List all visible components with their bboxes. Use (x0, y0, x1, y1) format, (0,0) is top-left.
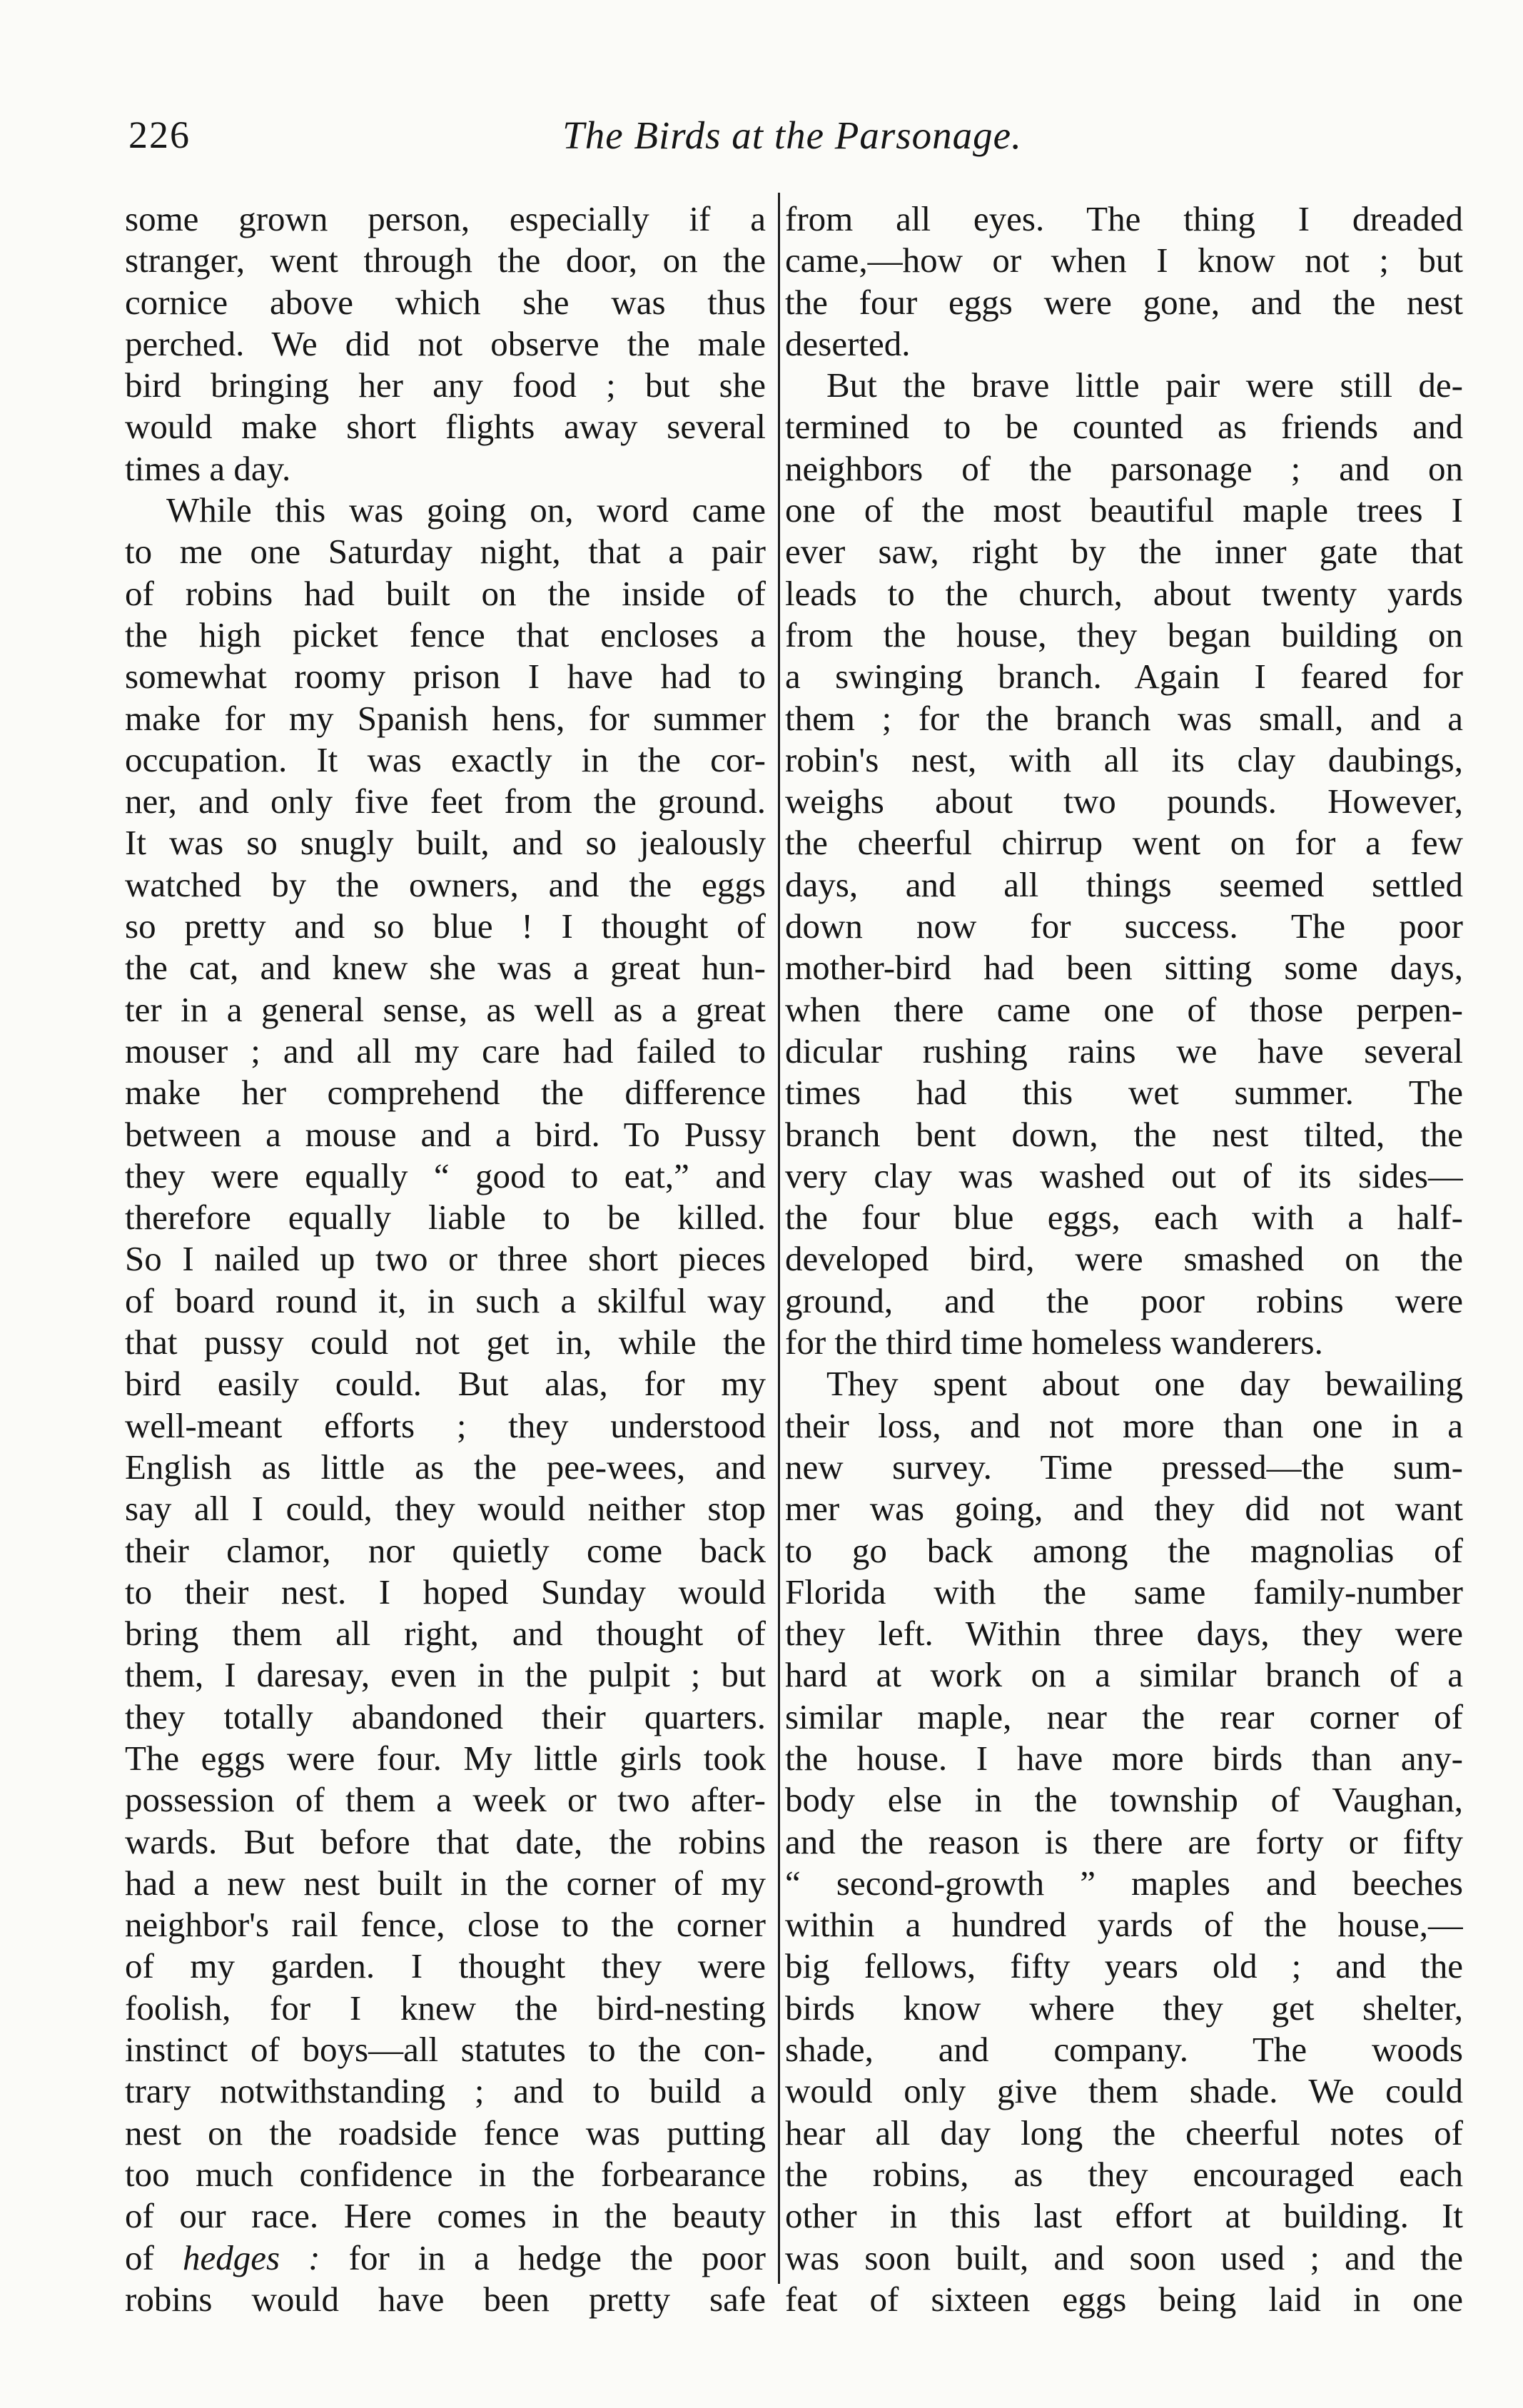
text-line: make her comprehend the difference (125, 1073, 766, 1113)
text-fragment: of (125, 2237, 183, 2277)
text-line: ever saw, right by the inner gate that (785, 532, 1463, 572)
text-line: for the third time homeless wanderers. (785, 1322, 1323, 1362)
text-line: the cat, and knew she was a great hun- (125, 948, 766, 988)
text-line: deserted. (785, 323, 911, 363)
text-line: them, I daresay, even in the pulpit ; but (125, 1655, 766, 1695)
text-line: neighbors of the parsonage ; and on (785, 448, 1463, 488)
text-line: body else in the township of Vaughan, (785, 1780, 1463, 1820)
text-line: times had this wet summer. The (785, 1073, 1463, 1113)
text-line: therefore equally liable to be killed. (125, 1198, 766, 1238)
text-line: shade, and company. The woods (785, 2030, 1463, 2070)
text-line: cornice above which she was thus (125, 282, 766, 322)
text-line: and the reason is there are forty or fifty (785, 1821, 1463, 1861)
text-line: between a mouse and a bird. To Pussy (125, 1114, 766, 1154)
text-line: came,—how or when I know not ; but (785, 241, 1463, 280)
text-line: from the house, they began building on (785, 614, 1463, 654)
text-line: the four eggs were gone, and the nest (785, 282, 1463, 322)
text-line: so pretty and so blue ! I thought of (125, 906, 766, 946)
right-text-column (785, 198, 1463, 2320)
text-line: to go back among the magnolias of (785, 1530, 1463, 1570)
text-line: times a day. (125, 448, 291, 488)
text-line: of board round it, in such a skilful way (125, 1280, 766, 1320)
text-line: they left. Within three days, they were (785, 1614, 1463, 1654)
text-line: neighbor's rail fence, close to the corner (125, 1905, 766, 1945)
page-number: 226 (128, 113, 191, 156)
text-line: had a new nest built in the corner of my (125, 1863, 766, 1903)
text-line: hear all day long the cheerful notes of (785, 2113, 1463, 2152)
text-line: weighs about two pounds. However, (785, 781, 1463, 821)
text-line: big fellows, fifty years old ; and the (785, 1946, 1463, 1986)
text-line: dicular rushing rains we have several (785, 1031, 1463, 1071)
text-line: English as little as the pee-wees, and (125, 1447, 766, 1487)
text-line: bird easily could. But alas, for my (125, 1364, 766, 1404)
text-line: mer was going, and they did not want (785, 1489, 1463, 1529)
text-line: branch bent down, the nest tilted, the (785, 1114, 1463, 1154)
text-line: that pussy could not get in, while the (125, 1322, 766, 1362)
text-line: from all eyes. The thing I dreaded (785, 199, 1463, 238)
text-line: other in this last effort at building. It (785, 2196, 1463, 2236)
text-line: some grown person, especially if a (125, 199, 766, 238)
text-line: new survey. Time pressed—the sum- (785, 1447, 1463, 1487)
text-line: of robins had built on the inside of (125, 573, 766, 613)
text-line: they totally abandoned their quarters. (125, 1696, 766, 1736)
text-line: watched by the owners, and the eggs (125, 864, 766, 904)
text-line: bird bringing her any food ; but she (125, 365, 766, 405)
text-line: down now for success. The poor (785, 906, 1463, 946)
text-line: “ second-growth ” maples and beeches (785, 1863, 1463, 1903)
text-line: would only give them shade. We could (785, 2071, 1463, 2111)
text-line: the cheerful chirrup went on for a few (785, 823, 1463, 863)
text-line: one of the most beautiful maple trees I (785, 490, 1463, 530)
running-title: The Birds at the Parsonage. (562, 113, 1022, 157)
text-line: bring them all right, and thought of (125, 1614, 766, 1654)
text-line: They spent about one day bewailing (826, 1364, 1463, 1404)
text-line: Florida with the same family-number (785, 1572, 1463, 1612)
text-line: the high picket fence that encloses a (125, 614, 766, 654)
text-line: ner, and only five feet from the ground. (125, 781, 766, 821)
text-line: ground, and the poor robins were (785, 1280, 1463, 1320)
text-line: within a hundred yards of the house,— (785, 1905, 1463, 1945)
text-line: say all I could, they would neither stop (125, 1489, 766, 1529)
text-line: was soon built, and soon used ; and the (785, 2237, 1463, 2277)
text-line: developed bird, were smashed on the (785, 1239, 1463, 1279)
text-line: well-meant efforts ; they understood (125, 1405, 766, 1445)
text-line: birds know where they get shelter, (785, 1988, 1463, 2028)
text-line: hard at work on a similar branch of a (785, 1655, 1463, 1695)
text-line: to their nest. I hoped Sunday would (125, 1572, 766, 1612)
text-line: to me one Saturday night, that a pair (125, 532, 766, 572)
text-line: ter in a general sense, as well as a great (125, 989, 766, 1029)
text-line: robins would have been pretty safe (125, 2279, 766, 2319)
text-fragment: for in a hedge the poor (320, 2237, 766, 2277)
text-line: days, and all things seemed settled (785, 864, 1463, 904)
text-line: the four blue eggs, each with a half- (785, 1198, 1463, 1238)
text-line: nest on the roadside fence was putting (125, 2113, 766, 2152)
text-line: them ; for the branch was small, and a (785, 698, 1463, 738)
text-line: of my garden. I thought they were (125, 1946, 766, 1986)
text-line: foolish, for I knew the bird-nesting (125, 1988, 766, 2028)
text-line: of our race. Here comes in the beauty (125, 2196, 766, 2236)
left-text-column (125, 198, 766, 2320)
text-line: stranger, went through the door, on the (125, 241, 766, 280)
text-line: mother-bird had been sitting some days, (785, 948, 1463, 988)
text-line: the robins, as they encouraged each (785, 2154, 1463, 2194)
text-line: very clay was washed out of its sides— (785, 1155, 1463, 1195)
text-line: when there came one of those perpen- (785, 989, 1463, 1029)
column-divider (778, 193, 780, 2284)
text-line: their clamor, nor quietly come back (125, 1530, 766, 1570)
text-line: robin's nest, with all its clay daubings, (785, 739, 1463, 779)
text-line: possession of them a week or two after- (125, 1780, 766, 1820)
text-line: similar maple, near the rear corner of (785, 1696, 1463, 1736)
text-line: their loss, and not more than one in a (785, 1405, 1463, 1445)
text-line: While this was going on, word came (166, 490, 766, 530)
text-line (125, 2237, 766, 2279)
text-line: So I nailed up two or three short pieces (125, 1239, 766, 1279)
text-line: would make short flights away several (125, 407, 766, 447)
text-line: But the brave little pair were still de- (826, 365, 1463, 405)
text-line: It was so snugly built, and so jealously (125, 823, 766, 863)
italic-word: hedges : (182, 2237, 320, 2277)
text-line: somewhat roomy prison I have had to (125, 657, 766, 697)
text-line: termined to be counted as friends and (785, 407, 1463, 447)
text-line: a swinging branch. Again I feared for (785, 657, 1463, 697)
text-line: leads to the church, about twenty yards (785, 573, 1463, 613)
text-line: they were equally “ good to eat,” and (125, 1155, 766, 1195)
text-line: the house. I have more birds than any- (785, 1738, 1463, 1778)
text-line: occupation. It was exactly in the cor- (125, 739, 766, 779)
text-line: perched. We did not observe the male (125, 323, 766, 363)
text-line: The eggs were four. My little girls took (125, 1738, 766, 1778)
text-line: make for my Spanish hens, for summer (125, 698, 766, 738)
text-line: feat of sixteen eggs being laid in one (785, 2279, 1463, 2319)
page-header (121, 113, 1463, 163)
text-line: trary notwithstanding ; and to build a (125, 2071, 766, 2111)
text-line: wards. But before that date, the robins (125, 1821, 766, 1861)
text-line: too much confidence in the forbearance (125, 2154, 766, 2194)
text-line: mouser ; and all my care had failed to (125, 1031, 766, 1071)
text-line: instinct of boys—all statutes to the con- (125, 2030, 766, 2070)
